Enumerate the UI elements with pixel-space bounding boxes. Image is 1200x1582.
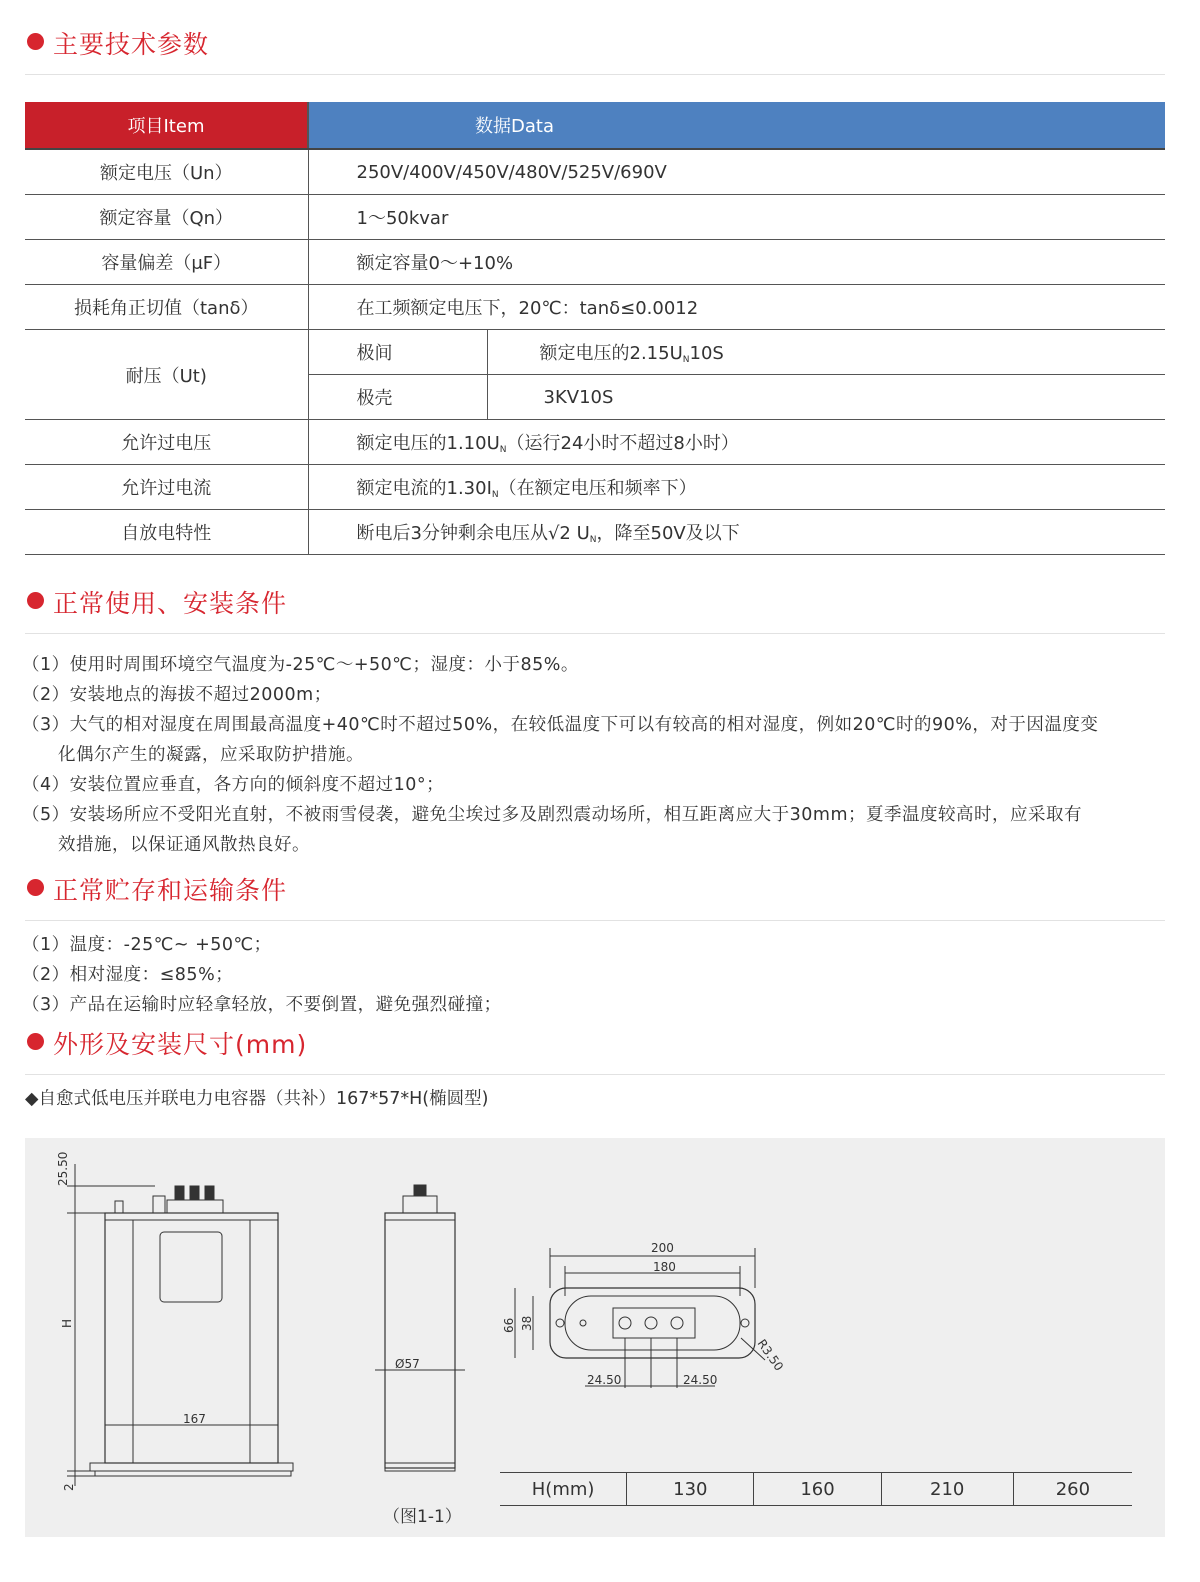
spec-table — [25, 102, 1165, 555]
header-item: 项目Item — [25, 102, 308, 149]
row-value: 额定电压的$1.10U_N$（运行24小时不超过8小时） — [308, 420, 1165, 465]
dim-200: 200 — [651, 1241, 674, 1255]
section-header-usage — [25, 571, 1165, 634]
row-label: 额定容量（Qn） — [25, 195, 308, 240]
table-row — [25, 195, 1165, 240]
section-header-params — [25, 12, 1165, 75]
section-title: 正常使用、安装条件 — [53, 589, 288, 618]
row-value: 250V/400V/450V/480V/525V/690V — [308, 149, 1165, 195]
product-line: ◆自愈式低电压并联电力电容器（共补）167*57*H(椭圆型) — [25, 1089, 489, 1109]
height-value: 130 — [627, 1473, 754, 1505]
row-label: 容量偏差（μF） — [25, 240, 308, 285]
list-item: （3）产品在运输时应轻拿轻放，不要倒置，避免强烈碰撞； — [22, 995, 502, 1015]
list-item: （1）使用时周围环境空气温度为-25℃～+50℃；湿度：小于85%。 — [22, 655, 579, 675]
dim-r350: R3.50 — [754, 1336, 787, 1374]
list-item: （3）大气的相对湿度在周围最高温度+40℃时不超过50%，在较低温度下可以有较高的相对湿度，例如20℃时的90%，对于因温度变 — [22, 715, 1099, 735]
list-item: （4）安装位置应垂直，各方向的倾斜度不超过10°； — [22, 775, 445, 795]
section-header-storage — [25, 858, 1165, 921]
sub-label: 极壳 — [308, 375, 487, 420]
sub-label: 极间 — [308, 330, 487, 375]
dim-25-50: 25.50 — [56, 1151, 70, 1186]
header-data: 数据Data — [308, 102, 1165, 149]
front-view — [67, 1164, 293, 1486]
bullet-dot-icon — [27, 1033, 44, 1050]
height-table — [500, 1472, 1132, 1506]
dim-phi57: Ø57 — [395, 1357, 420, 1371]
list-item: （2）相对湿度：≤85%； — [22, 965, 234, 985]
section-title: 主要技术参数 — [53, 30, 210, 59]
storage-conditions — [22, 930, 1172, 1020]
dim-167: 167 — [183, 1412, 206, 1426]
row-label: 自放电特性 — [25, 510, 308, 555]
dim-66: 66 — [502, 1317, 516, 1333]
bullet-dot-icon — [27, 879, 44, 896]
table-row — [25, 240, 1165, 285]
table-row — [25, 285, 1165, 330]
dim-h: H — [60, 1318, 74, 1328]
table-row — [25, 510, 1165, 555]
height-value: 210 — [882, 1473, 1014, 1505]
row-value: 在工频额定电压下，20℃：tanδ≤0.0012 — [308, 285, 1165, 330]
list-item: （5）安装场所应不受阳光直射，不被雨雪侵袭，避免尘埃过多及剧烈震动场所，相互距离应大于30mm；夏季温度较高时，应采取有 — [22, 805, 1082, 825]
dim-2450-right: 24.50 — [683, 1373, 718, 1387]
row-label: 损耗角正切值（tanδ） — [25, 285, 308, 330]
row-value: 断电后3分钟剩余电压从√2 $U_N$，降至50V及以下 — [308, 510, 1165, 555]
section-title: 正常贮存和运输条件 — [53, 876, 288, 905]
row-value: 额定容量0～+10% — [308, 240, 1165, 285]
height-header: H(mm) — [500, 1473, 627, 1505]
row-label: 额定电压（Un） — [25, 149, 308, 195]
dimension-drawing — [25, 1138, 1165, 1537]
list-item: （2）安装地点的海拔不超过2000m； — [22, 685, 332, 705]
row-label: 耐压（Ut) — [25, 330, 308, 420]
dim-2450-left: 24.50 — [587, 1373, 622, 1387]
table-row — [25, 420, 1165, 465]
row-label: 允许过电压 — [25, 420, 308, 465]
list-item: （1）温度：-25℃~ +50℃； — [22, 935, 272, 955]
usage-conditions — [22, 650, 1172, 860]
sub-value: 额定电压的$2.15U_N10S$ — [487, 330, 1165, 375]
table-row — [25, 330, 1165, 375]
table-row — [25, 149, 1165, 195]
figure-caption: （图1-1） — [383, 1507, 462, 1527]
bullet-dot-icon — [27, 33, 44, 50]
row-label: 允许过电流 — [25, 465, 308, 510]
bullet-dot-icon — [27, 592, 44, 609]
section-title: 外形及安装尺寸(mm) — [53, 1030, 308, 1059]
height-value: 260 — [1055, 1478, 1091, 1500]
sub-value: 3KV10S — [487, 375, 1165, 420]
table-row — [25, 465, 1165, 510]
top-view — [515, 1248, 765, 1388]
side-view — [375, 1185, 465, 1471]
dim-180: 180 — [653, 1260, 676, 1274]
list-item: 化偶尔产生的凝露，应采取防护措施。 — [58, 745, 364, 765]
dim-38: 38 — [520, 1315, 534, 1331]
row-value: 额定电流的$1.30I_N$（在额定电压和频率下） — [308, 465, 1165, 510]
spec-table-header — [25, 102, 1165, 149]
dim-2: 2 — [62, 1483, 76, 1491]
row-value: 1～50kvar — [308, 195, 1165, 240]
list-item: 效措施，以保证通风散热良好。 — [58, 835, 310, 855]
section-header-dimensions — [25, 1012, 1165, 1075]
height-value: 160 — [754, 1473, 881, 1505]
